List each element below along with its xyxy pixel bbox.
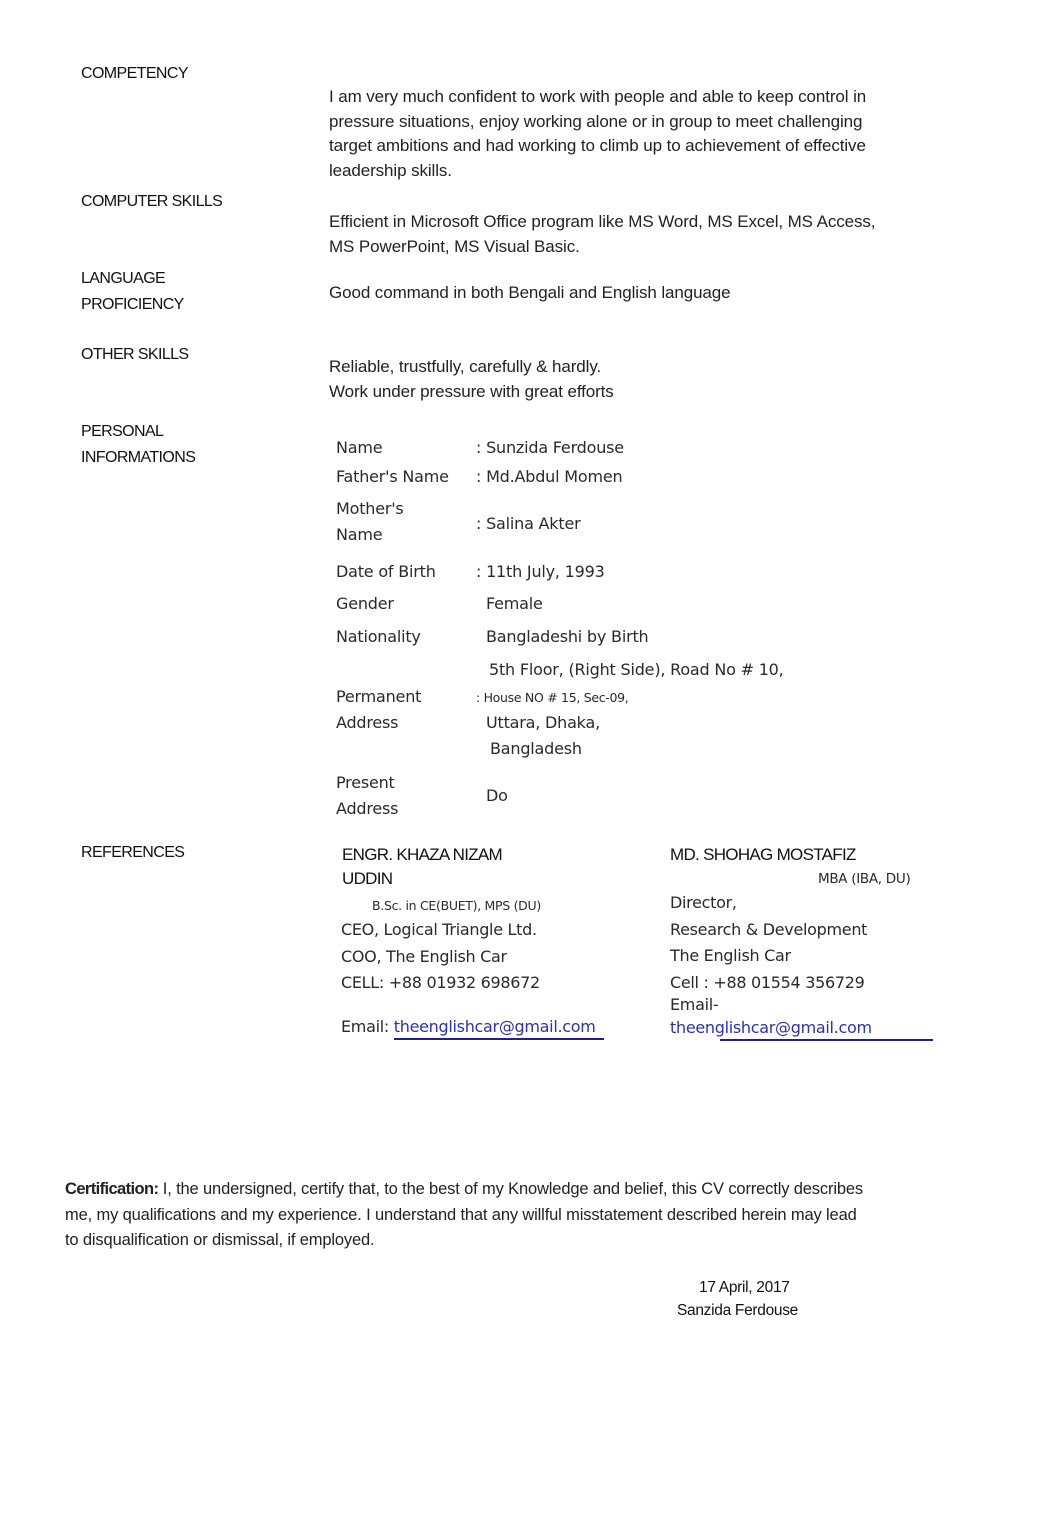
pi-name-value: : Sunzida Ferdouse: [476, 438, 624, 457]
ref2-degree: MBA (IBA, DU): [818, 871, 911, 887]
ref1-degree: B.Sc. in CE(BUET), MPS (DU): [372, 898, 541, 913]
certification-text: I, the undersigned, certify that, to the best of my Knowledge and belief, this CV correctly describes: [158, 1180, 864, 1198]
ref1-email-underline: [394, 1038, 604, 1040]
other-skills-line: Work under pressure with great efforts: [329, 381, 614, 401]
ref1-email-row: [341, 1014, 596, 1041]
ref-name-line: UDDIN: [342, 869, 393, 888]
pi-name-label: Name: [336, 438, 383, 457]
pi-permanent-address-line3: Uttara, Dhaka,: [486, 713, 600, 732]
ref1-email-link[interactable]: theenglishcar@gmail.com: [393, 1017, 596, 1036]
signature-name: Sanzida Ferdouse: [677, 1302, 799, 1319]
language-text: Good command in both Bengali and English language: [329, 283, 731, 302]
pi-gender-label: Gender: [336, 594, 394, 613]
section-label-computer-skills: COMPUTER SKILLS: [81, 193, 223, 210]
other-skills-text: [329, 355, 614, 404]
ref2-email-label: Email-: [670, 995, 719, 1014]
computer-skills-line: MS PowerPoint, MS Visual Basic.: [329, 236, 580, 256]
ref-name-line: ENGR. KHAZA NIZAM: [342, 845, 503, 864]
section-label-other-skills: OTHER SKILLS: [81, 346, 189, 363]
pi-permanent-address-line1: 5th Floor, (Right Side), Road No # 10,: [489, 660, 784, 679]
pi-nationality-label: Nationality: [336, 627, 421, 646]
label-line: Mother's: [336, 499, 404, 518]
other-skills-line: Reliable, trustfully, carefully & hardly.: [329, 357, 602, 376]
pi-permanent-address-line2: : House NO # 15, Sec-09,: [476, 690, 629, 705]
ref2-email-link[interactable]: theenglishcar@gmail.com: [670, 1018, 872, 1037]
competency-line: leadership skills.: [329, 160, 452, 180]
label-line: Present: [336, 773, 395, 792]
certification-line: [65, 1177, 863, 1203]
certification-block: [65, 1177, 863, 1254]
certification-heading: Certification:: [65, 1180, 159, 1198]
ref-line: CELL: +88 01932 698672: [341, 973, 540, 992]
ref1-details: [341, 917, 540, 997]
section-label-language: [81, 266, 184, 318]
ref2-details: [670, 890, 867, 996]
section-label-personal: [81, 419, 195, 471]
certification-line: me, my qualifications and my experience. I understand that any willful misstatement described herein may lead: [65, 1205, 857, 1224]
pi-permanent-address-label: [336, 684, 421, 736]
signature-date: 17 April, 2017: [699, 1279, 790, 1296]
certification-line: to disqualification or dismissal, if employed.: [65, 1231, 375, 1249]
competency-text: [329, 85, 866, 183]
pi-gender-value: Female: [486, 594, 543, 613]
computer-skills-text: [329, 210, 875, 259]
pi-permanent-address-line4: Bangladesh: [490, 739, 582, 758]
competency-line: target ambitions and had working to climb up to achievement of effective: [329, 136, 866, 155]
pi-father-value: : Md.Abdul Momen: [476, 467, 623, 486]
pi-nationality-value: Bangladeshi by Birth: [486, 627, 649, 646]
ref2-email-underline: [720, 1039, 933, 1041]
label-line: Name: [336, 525, 383, 544]
ref-line: COO, The English Car: [341, 946, 507, 966]
label-line: PROFICIENCY: [81, 296, 184, 313]
label-line: PERSONAL: [81, 423, 164, 440]
ref-line: Cell : +88 01554 356729: [670, 972, 865, 992]
pi-present-address-label: [336, 770, 398, 822]
pi-mother-value: : Salina Akter: [476, 514, 581, 533]
section-label-competency: COMPETENCY: [81, 65, 188, 82]
section-label-references: REFERENCES: [81, 844, 185, 861]
pi-dob-value: : 11th July, 1993: [476, 562, 605, 581]
ref1-email-label: Email:: [341, 1017, 394, 1036]
ref-line: The English Car: [670, 946, 791, 965]
pi-dob-label: Date of Birth: [336, 562, 436, 581]
ref1-name: [342, 843, 502, 891]
pi-present-address-value: Do: [486, 786, 508, 805]
label-line: Address: [336, 713, 399, 732]
pi-father-label: Father's Name: [336, 467, 449, 486]
label-line: Address: [336, 799, 399, 818]
label-line: Permanent: [336, 687, 422, 706]
competency-line: pressure situations, enjoy working alone or in group to meet challenging: [329, 111, 863, 131]
label-line: INFORMATIONS: [81, 449, 196, 466]
computer-skills-line: Efficient in Microsoft Office program like MS Word, MS Excel, MS Access,: [329, 212, 876, 231]
pi-mother-label: [336, 496, 404, 548]
ref-line: Research & Development: [670, 919, 868, 939]
ref-line: CEO, Logical Triangle Ltd.: [341, 920, 537, 939]
ref-line: Director,: [670, 893, 737, 912]
competency-line: I am very much confident to work with people and able to keep control in: [329, 87, 867, 106]
ref2-name: MD. SHOHAG MOSTAFIZ: [670, 845, 856, 864]
label-line: LANGUAGE: [81, 270, 166, 287]
